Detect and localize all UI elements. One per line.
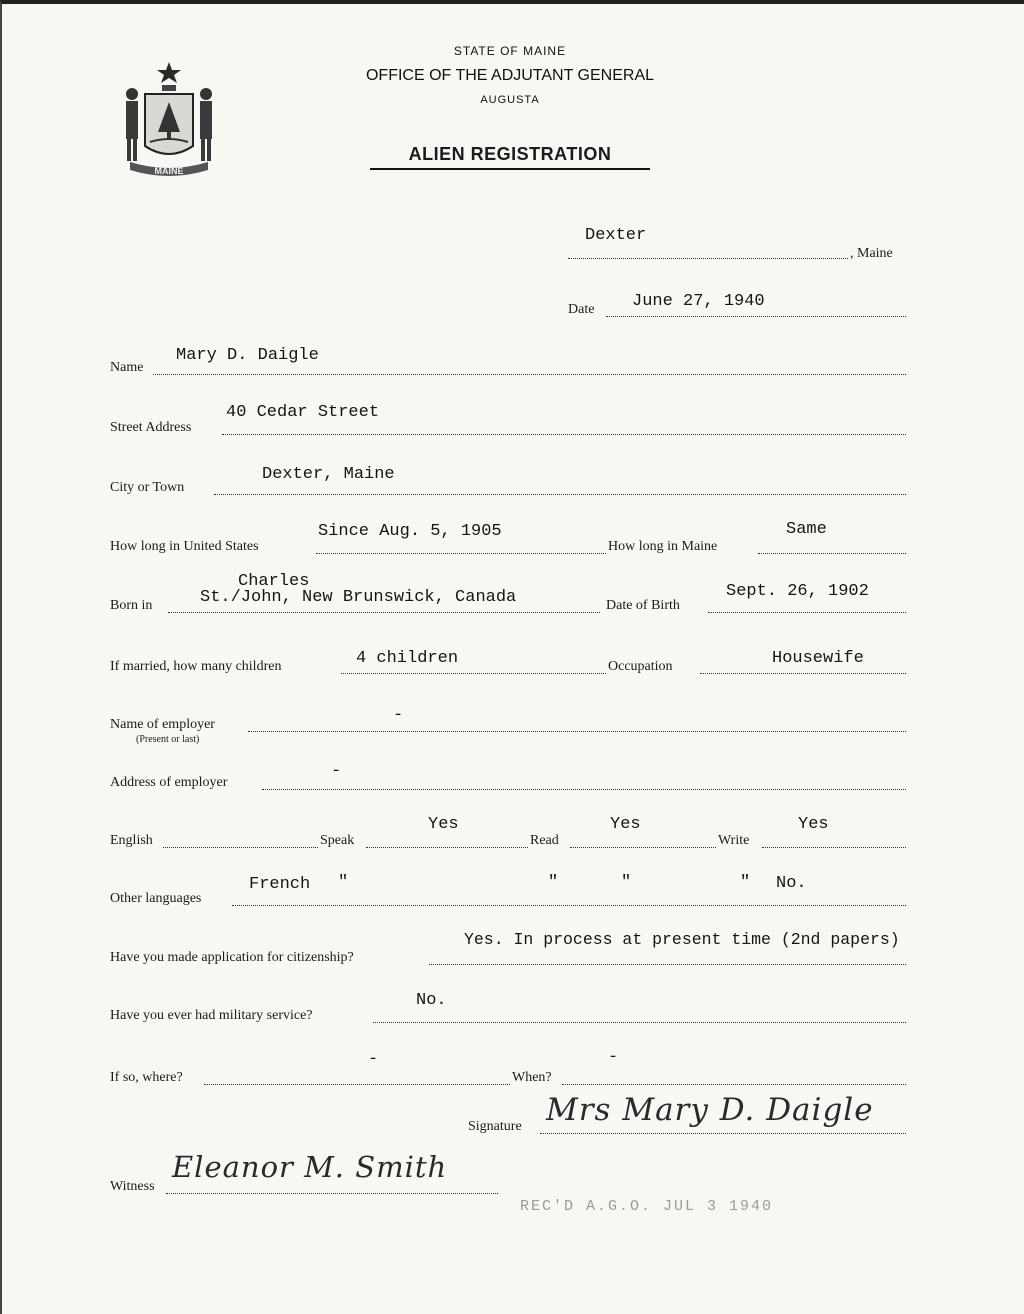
- state-heading: STATE OF MAINE: [453, 44, 567, 58]
- city-town-line: [214, 494, 906, 495]
- where-value: -: [368, 1050, 379, 1069]
- children-line: [341, 673, 606, 674]
- name-line: [153, 374, 906, 375]
- employer-name-line: [248, 731, 906, 732]
- other-languages-line: [232, 905, 906, 906]
- signature-line: [540, 1133, 906, 1134]
- born-in-correction: Charles: [238, 572, 310, 591]
- when-line: [562, 1084, 906, 1085]
- other-no-value: No.: [776, 874, 807, 893]
- date-label: Date: [568, 302, 595, 317]
- employer-name-value: -: [393, 706, 404, 725]
- write-label: Write: [718, 833, 750, 848]
- employer-name-label: Name of employer: [110, 717, 215, 732]
- name-label: Name: [110, 360, 144, 375]
- when-value: -: [608, 1048, 619, 1067]
- military-value: No.: [416, 991, 447, 1010]
- employer-address-line: [262, 789, 906, 790]
- name-value: Mary D. Daigle: [176, 346, 319, 365]
- street-address-line: [222, 434, 906, 435]
- where-line: [204, 1084, 510, 1085]
- svg-text:MAINE: MAINE: [154, 166, 184, 176]
- occupation-label: Occupation: [608, 659, 673, 674]
- english-line: [163, 847, 318, 848]
- other-write-value: ": [621, 873, 632, 892]
- office-heading: OFFICE OF THE ADJUTANT GENERAL: [365, 67, 655, 84]
- employer-address-value: -: [331, 762, 342, 781]
- military-line: [373, 1022, 906, 1023]
- date-of-birth-label: Date of Birth: [606, 598, 680, 613]
- signature-label: Signature: [468, 1119, 522, 1134]
- english-write-value: Yes: [798, 815, 829, 834]
- witness-value: Eleanor M. Smith: [172, 1150, 448, 1184]
- other-read-value: ": [548, 873, 559, 892]
- english-read-value: Yes: [610, 815, 641, 834]
- date-value: June 27, 1940: [632, 292, 765, 311]
- read-line: [570, 847, 716, 848]
- town-value: Dexter: [585, 226, 647, 245]
- children-label: If married, how many children: [110, 659, 282, 674]
- other-languages-label: Other languages: [110, 891, 202, 906]
- received-stamp: REC'D A.G.O. JUL 3 1940: [520, 1198, 774, 1215]
- maine-label: , Maine: [850, 246, 893, 261]
- date-of-birth-line: [708, 612, 906, 613]
- where-label: If so, where?: [110, 1070, 183, 1085]
- other-write-value-2: ": [740, 873, 751, 892]
- read-label: Read: [530, 833, 559, 848]
- how-long-us-label: How long in United States: [110, 539, 259, 554]
- how-long-us-line: [316, 553, 606, 554]
- children-value: 4 children: [356, 649, 459, 668]
- witness-line: [166, 1193, 498, 1194]
- born-in-label: Born in: [110, 598, 153, 613]
- citizenship-line: [429, 964, 906, 965]
- born-in-value: St./John, New Brunswick, Canada: [200, 588, 517, 607]
- how-long-us-value: Since Aug. 5, 1905: [318, 522, 502, 541]
- write-line: [762, 847, 906, 848]
- date-line: [606, 316, 906, 317]
- occupation-line: [700, 673, 906, 674]
- citizenship-label: Have you made application for citizenship?: [110, 950, 354, 965]
- city-heading: AUGUSTA: [480, 94, 540, 106]
- signature-value: Mrs Mary D. Daigle: [546, 1092, 874, 1128]
- when-label: When?: [512, 1070, 552, 1085]
- born-in-line: [168, 612, 600, 613]
- date-of-birth-value: Sept. 26, 1902: [726, 582, 869, 601]
- speak-line: [366, 847, 528, 848]
- street-address-label: Street Address: [110, 420, 192, 435]
- how-long-maine-label: How long in Maine: [608, 539, 718, 554]
- form-title: ALIEN REGISTRATION: [370, 144, 650, 170]
- speak-label: Speak: [320, 833, 355, 848]
- city-town-label: City or Town: [110, 480, 185, 495]
- street-address-value: 40 Cedar Street: [226, 403, 380, 422]
- how-long-maine-line: [758, 553, 906, 554]
- occupation-value: Housewife: [772, 649, 864, 668]
- english-speak-value: Yes: [428, 815, 459, 834]
- town-line: [568, 258, 848, 259]
- witness-label: Witness: [110, 1179, 155, 1194]
- english-label: English: [110, 833, 153, 848]
- how-long-maine-value: Same: [786, 520, 827, 539]
- military-label: Have you ever had military service?: [110, 1008, 313, 1023]
- citizenship-value: Yes. In process at present time (2nd papers): [464, 930, 900, 949]
- other-speak-value: ": [338, 873, 349, 892]
- city-town-value: Dexter, Maine: [262, 465, 395, 484]
- other-language-value: French: [249, 875, 311, 894]
- maine-state-seal-icon: [110, 58, 228, 186]
- employer-address-label: Address of employer: [110, 775, 228, 790]
- employer-name-note: (Present or last): [136, 734, 200, 745]
